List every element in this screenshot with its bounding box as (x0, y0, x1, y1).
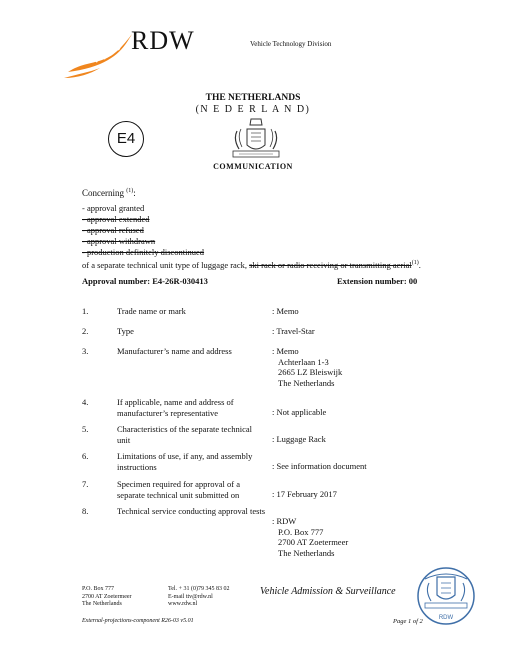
unit-type-statement: of a separate technical unit type of luggage rack, ski rack or radio receiving or transmitting aerial$^{(1)}$. (82, 260, 421, 270)
rdw-logo-icon (60, 24, 140, 80)
footer-contact: Tel. + 31 (0)79 345 83 02 E-mail ttv@rdw.nl www.rdw.nl (168, 586, 230, 607)
concerning-label: Concerning $^{(1)}$: (82, 188, 136, 198)
option-approval-granted: - approval granted (82, 203, 145, 213)
communication-heading: COMMUNICATION (213, 162, 293, 171)
document-reference: External-projections-component R26-03 v5.01 (82, 618, 194, 624)
e-mark: E4 (108, 121, 144, 157)
division-name: Vehicle Technology Division (250, 40, 332, 48)
approval-options (82, 203, 204, 258)
rdw-seal-icon (415, 565, 477, 627)
footer-address: P.O. Box 777 2700 AT Zoetermeer The Netherlands (82, 586, 132, 607)
extension-number: Extension number: 00 (337, 276, 418, 286)
option-production-discontinued: - production definitely discontinued (82, 247, 205, 257)
option-approval-refused: - approval refused (82, 225, 144, 235)
country-title: THE NETHERLANDS (205, 93, 301, 103)
footer-tagline: Vehicle Admission & Surveillance (260, 586, 396, 597)
brand-name: RDW (131, 26, 195, 55)
country-native: (N E D E R L A N D) (195, 104, 311, 115)
seal-text: RDW (438, 615, 454, 621)
option-approval-extended: - approval extended (82, 214, 150, 224)
approval-number: Approval number: E4-26R-030413 (82, 276, 208, 286)
coat-of-arms-icon (229, 117, 283, 161)
page-number: Page 1 of 2 (393, 618, 423, 625)
option-approval-withdrawn: - approval withdrawn (82, 236, 156, 246)
